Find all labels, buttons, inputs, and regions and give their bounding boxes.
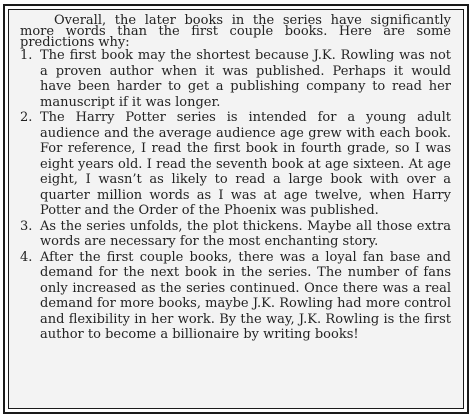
list-item-number: 1. [20, 48, 33, 63]
inner-border-frame [8, 9, 464, 409]
list-item [20, 48, 451, 110]
list-item [20, 219, 451, 250]
document-body [20, 15, 451, 343]
list-item-text: The Harry Potter series is intended for a young adult audience and the average audience age grew with each book. For reference, I read the first book in fourth grade, so I was eight years old. I read the seventh book at age sixteen. At age eight, I wasn’t as likely to read a large book with over a quarter million words as I was at age twelve, when Harry Potter and the Order of the Phoenix was published. [40, 110, 451, 218]
list-item-text: After the first couple books, there was a loyal fan base and demand for the next book in the series. The number of fans only increased as the series continued. Once there was a real demand for more books, maybe J.K. Rowling had more control and flexibility in her work. By the way, J.K. Rowling is the first author to become a billionaire by writing books! [40, 249, 451, 342]
predictions-list [20, 48, 451, 343]
outer-border-frame [3, 4, 469, 414]
list-item-text: As the series unfolds, the plot thickens. Maybe all those extra words are necessary for the most enchanting story. [40, 218, 451, 249]
list-item-number: 4. [20, 249, 33, 265]
list-item-text: The first book may the shortest because J.K. Rowling was not a proven author when it was published. Perhaps it would have been harder to get a publishing company to read her manuscript if it was longer. [40, 48, 451, 110]
list-item [20, 110, 451, 219]
list-item-number: 2. [20, 110, 33, 125]
intro-paragraph: Overall, the later books in the series have significantly more words than the first couple books. Here are some predictions why: [20, 13, 451, 50]
list-item [20, 250, 451, 343]
list-item-number: 3. [20, 218, 33, 234]
